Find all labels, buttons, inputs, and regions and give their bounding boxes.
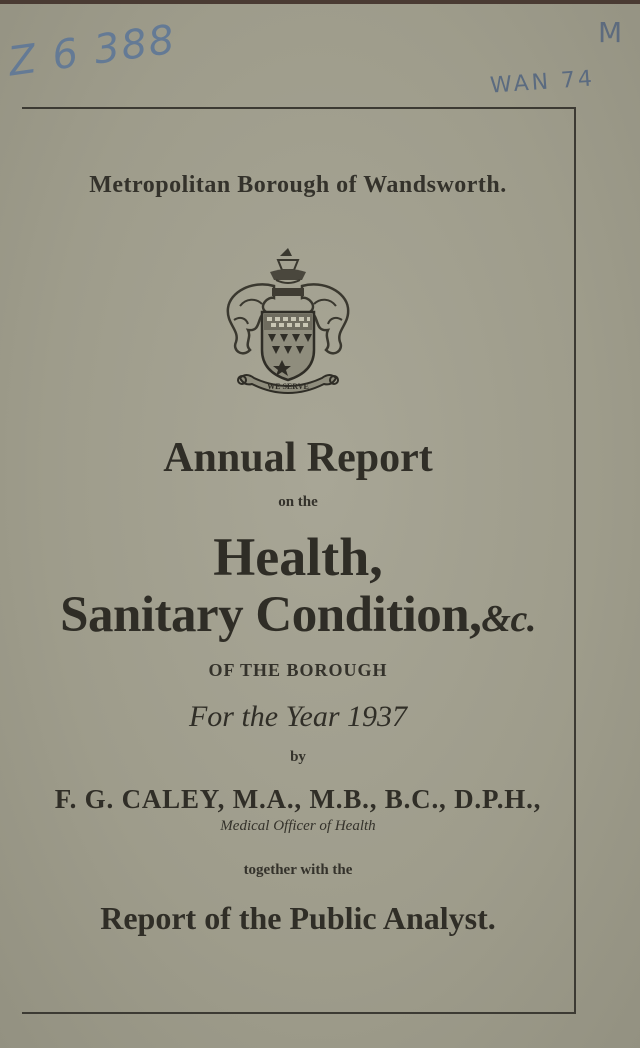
coat-of-arms-icon [222,246,354,400]
handwritten-accession-number: Z 6 388 [5,16,180,86]
annual-report-heading: Annual Report [163,435,433,481]
public-analyst-heading: Report of the Public Analyst. [100,900,496,936]
author-name: F. G. CALEY, M.A., M.B., B.C., D.P.H., [54,784,542,814]
by-text: by [290,749,306,765]
health-heading: Health, [213,527,383,587]
together-with-text: together with the [243,862,353,878]
on-the-text: on the [278,494,318,510]
year-line: For the Year 1937 [188,700,408,733]
crest-motto: WE SERVE [267,382,309,391]
top-edge-strip [0,0,640,4]
etc-text: &c. [481,598,536,640]
handwritten-corner-mark: M [598,16,625,49]
of-the-borough-text: OF THE BOROUGH [208,660,388,680]
handwritten-shelf-mark: WAN 74 [489,66,596,99]
author-role: Medical Officer of Health [220,818,376,834]
sanitary-condition-heading [22,586,574,644]
sanitary-text: Sanitary Condition, [60,587,482,643]
borough-heading: Metropolitan Borough of Wandsworth. [89,172,507,198]
